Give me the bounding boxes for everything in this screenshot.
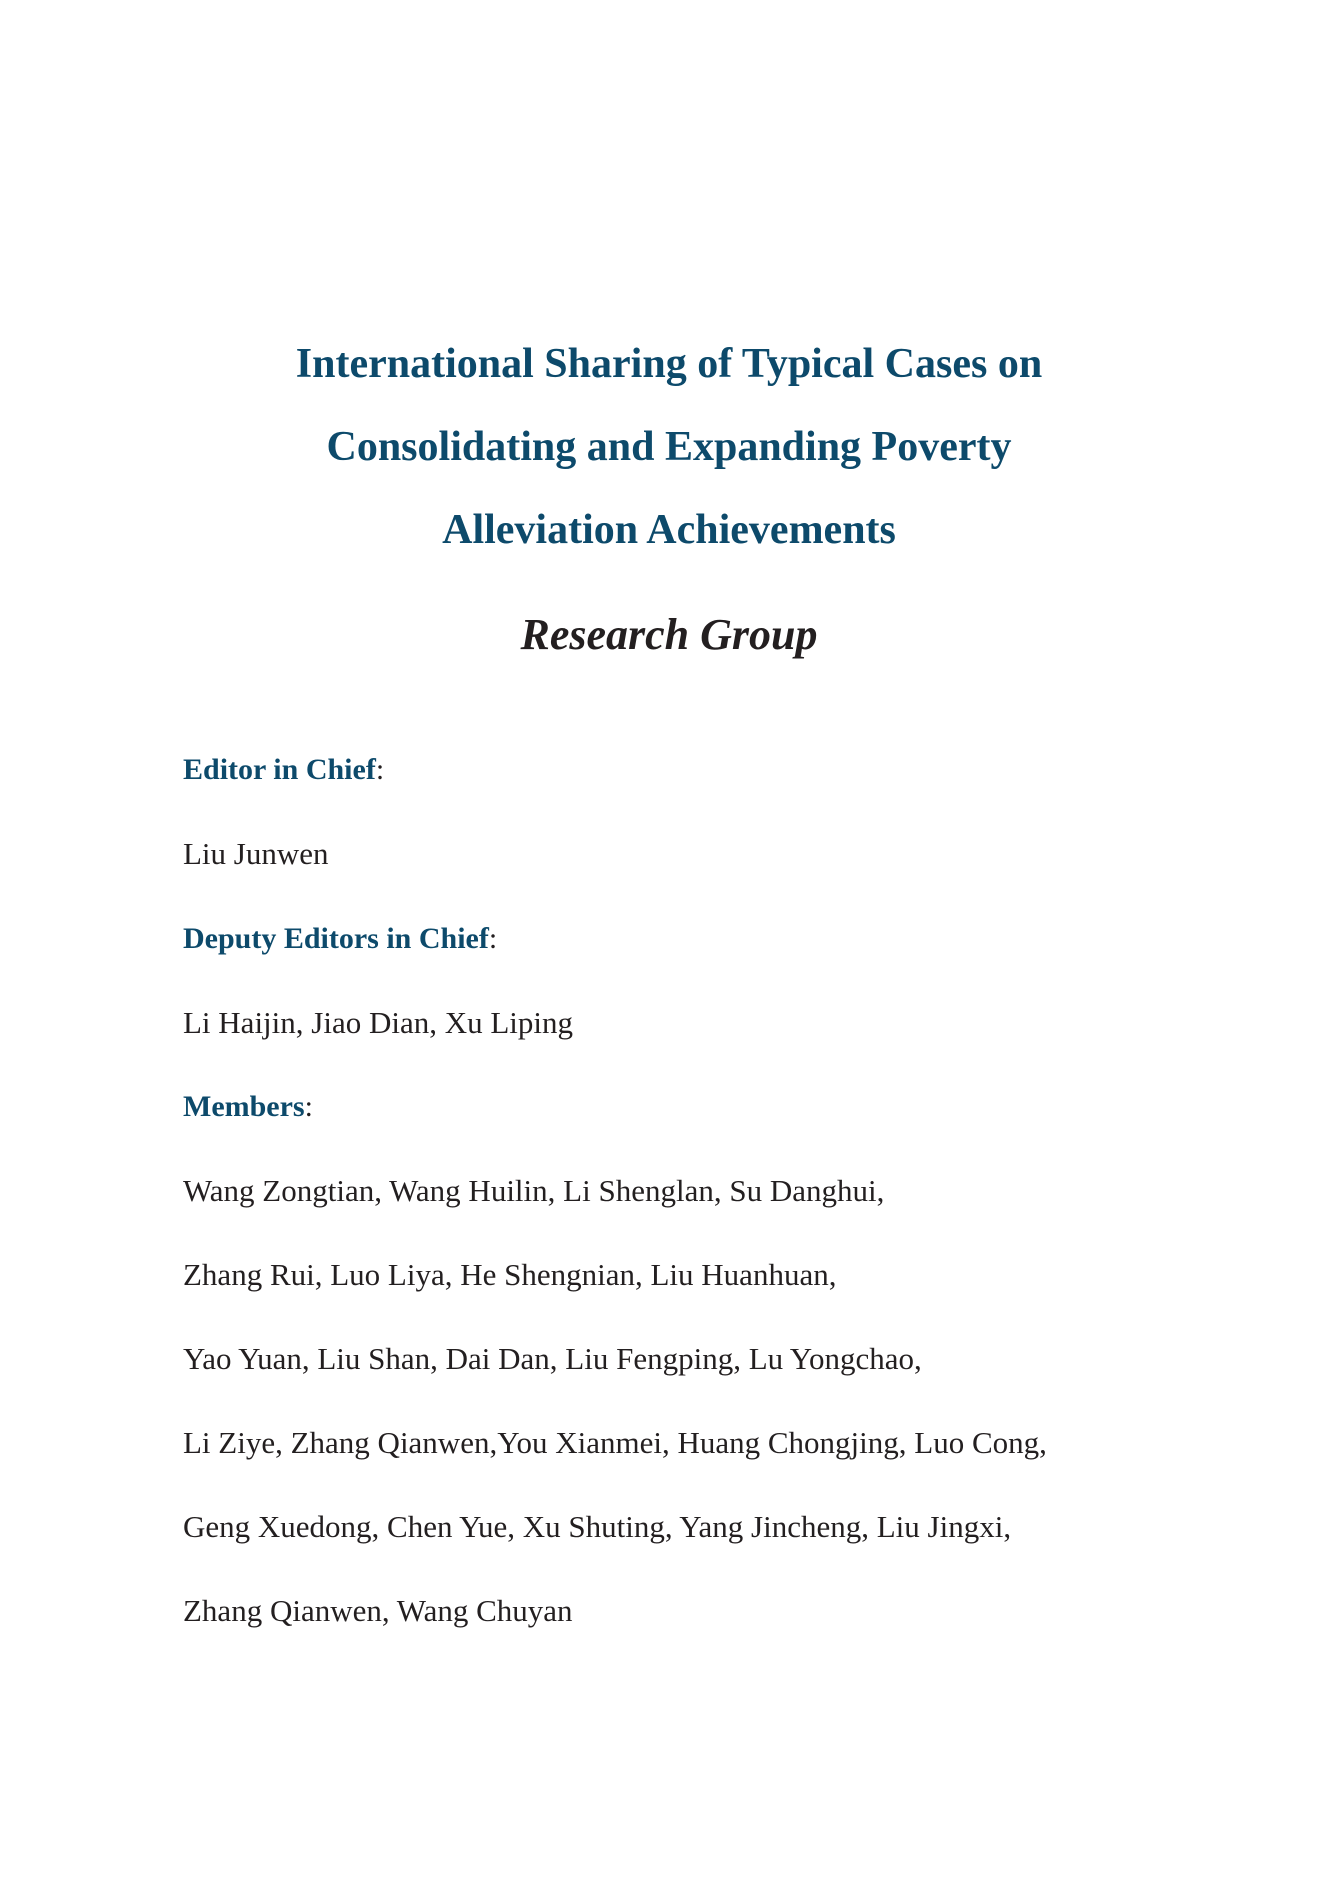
members-colon: : bbox=[304, 1090, 313, 1123]
editor-in-chief-colon: : bbox=[375, 753, 385, 786]
deputy-editors-names: Li Haijin, Jiao Dian, Xu Liping bbox=[183, 1005, 574, 1040]
deputy-editors-colon: : bbox=[488, 922, 498, 955]
title-line-3: Alleviation Achievements bbox=[442, 507, 896, 553]
members-label-text: Members bbox=[183, 1090, 305, 1123]
subtitle: Research Group bbox=[520, 610, 818, 659]
members-label bbox=[183, 1088, 313, 1126]
members-line-3: Yao Yuan, Liu Shan, Dai Dan, Liu Fengping, Lu Yongchao, bbox=[183, 1341, 922, 1376]
members-line-6: Zhang Qianwen, Wang Chuyan bbox=[183, 1593, 573, 1628]
members-line-2: Zhang Rui, Luo Liya, He Shengnian, Liu Huanhuan, bbox=[183, 1257, 837, 1292]
title-line-2: Consolidating and Expanding Poverty bbox=[326, 424, 1012, 470]
deputy-editors-label-text: Deputy Editors in Chief bbox=[183, 922, 489, 955]
editor-in-chief-label-text: Editor in Chief bbox=[183, 753, 376, 786]
editor-in-chief-label bbox=[183, 751, 384, 789]
members-line-4: Li Ziye, Zhang Qianwen,You Xianmei, Huang Chongjing, Luo Cong, bbox=[183, 1425, 1047, 1460]
members-line-5: Geng Xuedong, Chen Yue, Xu Shuting, Yang Jincheng, Liu Jingxi, bbox=[183, 1509, 1012, 1544]
editor-in-chief-name: Liu Junwen bbox=[183, 836, 329, 871]
title-line-1: International Sharing of Typical Cases on bbox=[295, 341, 1043, 387]
members-line-1: Wang Zongtian, Wang Huilin, Li Shenglan, Su Danghui, bbox=[183, 1173, 885, 1208]
deputy-editors-label bbox=[183, 920, 497, 958]
